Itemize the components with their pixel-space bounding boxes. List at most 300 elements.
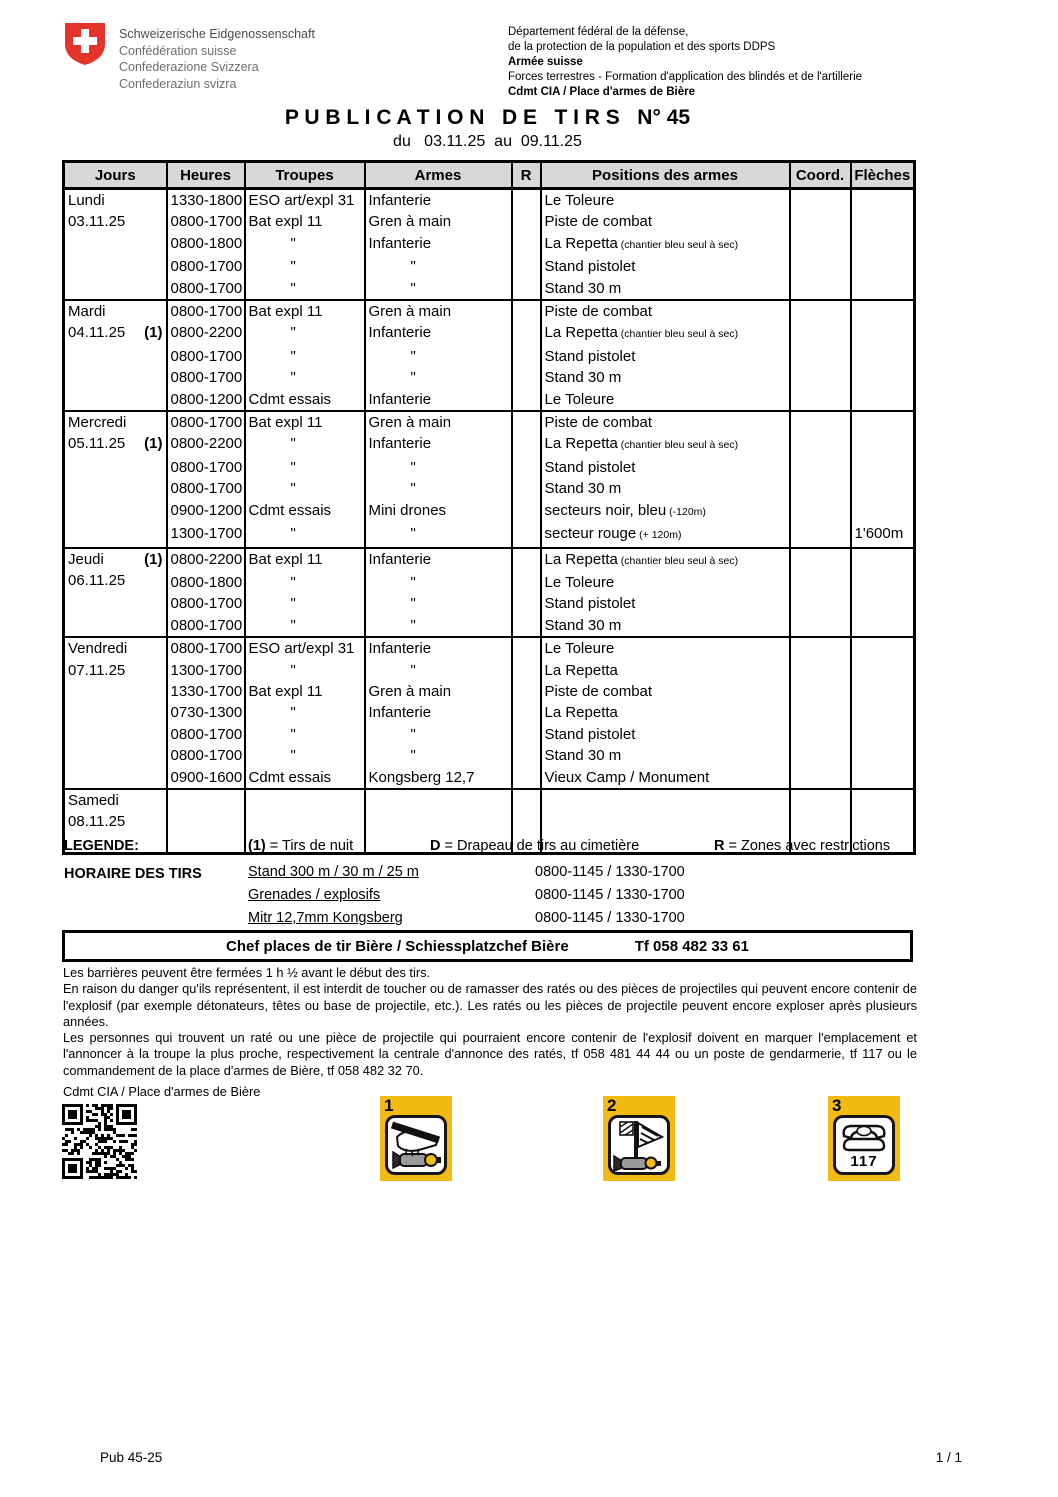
- coord-cell: [790, 211, 851, 232]
- troupes-cell: ": [245, 233, 365, 256]
- legend-key: D: [430, 838, 441, 854]
- fleches-cell: [851, 572, 915, 593]
- restriction-cell: [512, 346, 541, 367]
- armes-cell: Gren à main: [365, 411, 512, 433]
- note-danger: En raison du danger qu'ils représentent, il est interdit de toucher ou de ramasser des ratés ou des pièces de projectiles qui peuvent encore contenir de l'explosif (par exemple détonateurs, têtes ou base de projectile, etc.). Les ratés ou les pièces de projectile peuvent encore exploser après plusieurs années.: [63, 981, 917, 1029]
- troupes-cell: ": [245, 724, 365, 745]
- restriction-cell: [512, 660, 541, 681]
- coord-cell: [790, 478, 851, 499]
- armes-cell: ": [365, 745, 512, 766]
- position-cell: [541, 256, 790, 277]
- coord-cell: [790, 745, 851, 766]
- restriction-cell: [512, 767, 541, 789]
- fleches-cell: [851, 322, 915, 345]
- armes-cell: Infanterie: [365, 233, 512, 256]
- armes-cell: ": [365, 256, 512, 277]
- position-detail: (chantier bleu seul à sec): [617, 554, 739, 567]
- troupes-cell: ": [245, 278, 365, 300]
- fleches-cell: [851, 233, 915, 256]
- position-cell: [541, 278, 790, 300]
- table-header-row: [64, 162, 915, 189]
- horaire-time: 0800-1145 / 1330-1700: [535, 887, 685, 903]
- signature-line: Cdmt CIA / Place d'armes de Bière: [63, 1084, 261, 1100]
- position-detail: (+ 120m): [636, 529, 682, 542]
- footer-page-number: 1 / 1: [935, 1450, 962, 1465]
- position-cell: [541, 637, 790, 659]
- day-cell: [64, 411, 167, 547]
- position-main: Stand pistolet: [544, 595, 636, 613]
- horaire-label: HORAIRE DES TIRS: [64, 866, 202, 882]
- day-cell: [64, 548, 167, 638]
- position-main: Stand 30 m: [544, 616, 622, 634]
- table-row: [64, 702, 915, 723]
- heures-cell: 1330-1700: [167, 681, 245, 702]
- day-cell: [64, 189, 167, 301]
- position-main: Stand pistolet: [544, 347, 636, 365]
- dept-line-armee-suisse: Armée suisse: [508, 56, 583, 68]
- table-row: [64, 256, 915, 277]
- heures-cell: 0730-1300: [167, 702, 245, 723]
- heures-cell: 0800-2200: [167, 322, 245, 345]
- fleches-cell: [851, 367, 915, 388]
- fleches-cell: [851, 745, 915, 766]
- note-barriers: Les barrières peuvent être fermées 1 h ½ avant le début des tirs.: [63, 965, 431, 980]
- armes-cell: ": [365, 523, 512, 547]
- armes-cell: Infanterie: [365, 189, 512, 212]
- restriction-cell: [512, 300, 541, 322]
- col-header: Armes: [365, 162, 512, 189]
- troupes-cell: ": [245, 745, 365, 766]
- armes-cell: Mini drones: [365, 500, 512, 523]
- restriction-cell: [512, 572, 541, 593]
- fleches-cell: [851, 548, 915, 572]
- troupes-cell: ESO art/expl 31: [245, 637, 365, 659]
- restriction-cell: [512, 724, 541, 745]
- position-cell: [541, 322, 790, 345]
- position-detail: (chantier bleu seul à sec): [617, 238, 739, 251]
- horaire-row: [248, 887, 915, 910]
- heures-cell: 0800-1700: [167, 457, 245, 478]
- position-main: Stand pistolet: [544, 458, 636, 476]
- armes-cell: ": [365, 278, 512, 300]
- troupes-cell: ": [245, 346, 365, 367]
- restriction-cell: [512, 457, 541, 478]
- heures-cell: 0800-1700: [167, 256, 245, 277]
- pictogram-number: 3: [832, 1096, 842, 1115]
- coord-cell: [790, 256, 851, 277]
- legend-key: R: [714, 838, 725, 854]
- fleches-cell: [851, 637, 915, 659]
- coord-cell: [790, 346, 851, 367]
- restriction-cell: [512, 548, 541, 572]
- day-name: Samedi: [68, 791, 119, 809]
- armes-cell: Infanterie: [365, 702, 512, 723]
- firing-schedule-table: [62, 160, 916, 855]
- range-officer-phone: Tf 058 482 33 61: [634, 937, 749, 955]
- fleches-cell: [851, 346, 915, 367]
- emergency-number: 117: [850, 1152, 878, 1170]
- table-row: [64, 278, 915, 300]
- armes-cell: Kongsberg 12,7: [365, 767, 512, 789]
- heures-cell: 0900-1200: [167, 500, 245, 523]
- table-row: [64, 660, 915, 681]
- position-cell: [541, 433, 790, 456]
- fleches-cell: [851, 593, 915, 614]
- position-main: Stand 30 m: [544, 279, 622, 297]
- coord-cell: [790, 189, 851, 212]
- coord-cell: [790, 548, 851, 572]
- fleches-cell: [851, 300, 915, 322]
- dept-line-cdmt: Cdmt CIA / Place d'armes de Bière: [508, 86, 696, 98]
- heures-cell: 0800-1800: [167, 233, 245, 256]
- fleches-cell: [851, 478, 915, 499]
- horaire-time: 0800-1145 / 1330-1700: [535, 864, 685, 880]
- fleches-cell: [851, 457, 915, 478]
- tirs-table-body: [64, 189, 915, 854]
- restriction-cell: [512, 681, 541, 702]
- table-row: [64, 389, 915, 411]
- restriction-cell: [512, 523, 541, 547]
- day-name: Mercredi: [68, 414, 127, 432]
- legend: [64, 838, 915, 858]
- troupes-cell: ESO art/expl 31: [245, 189, 365, 212]
- position-main: La Repetta: [544, 550, 618, 568]
- position-cell: [541, 189, 790, 212]
- day-cell: [64, 637, 167, 789]
- position-cell: [541, 523, 790, 547]
- position-main: Piste de combat: [544, 682, 653, 700]
- heures-cell: 0800-1800: [167, 572, 245, 593]
- position-main: Vieux Camp / Monument: [544, 768, 710, 786]
- restriction-cell: [512, 367, 541, 388]
- footer-doc-ref: Pub 45-25: [100, 1450, 163, 1465]
- coord-cell: [790, 389, 851, 411]
- day-name: Vendredi: [68, 640, 128, 658]
- troupes-cell: Bat expl 11: [245, 411, 365, 433]
- restriction-cell: [512, 389, 541, 411]
- troupes-cell: Cdmt essais: [245, 500, 365, 523]
- coord-cell: [790, 724, 851, 745]
- restriction-cell: [512, 500, 541, 523]
- position-cell: [541, 615, 790, 637]
- qr-code: [62, 1104, 137, 1179]
- position-main: Piste de combat: [544, 414, 653, 432]
- position-main: Stand pistolet: [544, 258, 636, 276]
- table-row: [64, 548, 915, 572]
- icons-row: [62, 1096, 913, 1188]
- troupes-cell: Bat expl 11: [245, 300, 365, 322]
- coord-cell: [790, 572, 851, 593]
- armes-cell: Gren à main: [365, 681, 512, 702]
- coord-cell: [790, 411, 851, 433]
- armes-cell: ": [365, 615, 512, 637]
- horaire-row: [248, 864, 915, 887]
- night-fire-marker: (1): [144, 550, 163, 568]
- legend-text: = Zones avec restrictions: [724, 838, 891, 854]
- flag-marker-icon: [608, 1115, 670, 1175]
- wordmark-line: Confederazione Svizzera: [119, 60, 259, 74]
- restriction-cell: [512, 256, 541, 277]
- table-row: [64, 300, 915, 322]
- armes-cell: Infanterie: [365, 637, 512, 659]
- fleches-cell: [851, 615, 915, 637]
- armes-cell: Infanterie: [365, 389, 512, 411]
- armes-cell: Infanterie: [365, 433, 512, 456]
- legend-item-flag: [430, 838, 639, 854]
- coord-cell: [790, 681, 851, 702]
- telephone-icon: [833, 1115, 895, 1175]
- troupes-cell: ": [245, 615, 365, 637]
- fleches-cell: [851, 389, 915, 411]
- coord-cell: [790, 300, 851, 322]
- armes-cell: ": [365, 346, 512, 367]
- horaire-des-tirs: [64, 864, 915, 933]
- position-main: Le Toleure: [544, 640, 615, 658]
- horaire-item: Mitr 12,7mm Kongsberg: [248, 910, 403, 926]
- coord-cell: [790, 660, 851, 681]
- table-row: [64, 615, 915, 637]
- restriction-cell: [512, 211, 541, 232]
- troupes-cell: ": [245, 457, 365, 478]
- range-officer-title: Chef places de tir Bière / Schiessplatzchef Bière: [226, 937, 569, 955]
- troupes-cell: ": [245, 593, 365, 614]
- armes-cell: ": [365, 593, 512, 614]
- col-header: Troupes: [245, 162, 365, 189]
- restriction-cell: [512, 433, 541, 456]
- position-cell: [541, 500, 790, 523]
- restriction-cell: [512, 702, 541, 723]
- col-header: Positions des armes: [541, 162, 790, 189]
- troupes-cell: ": [245, 478, 365, 499]
- fleches-cell: [851, 278, 915, 300]
- coord-cell: [790, 367, 851, 388]
- restriction-cell: [512, 322, 541, 345]
- legend-item-night: [248, 838, 353, 854]
- heures-cell: 0800-1700: [167, 278, 245, 300]
- fleches-cell: [851, 500, 915, 523]
- pictogram-number: 2: [607, 1096, 617, 1115]
- horaire-item: Grenades / explosifs: [248, 887, 381, 903]
- heures-cell: 1300-1700: [167, 660, 245, 681]
- heures-cell: 0800-1700: [167, 367, 245, 388]
- restriction-cell: [512, 189, 541, 212]
- armes-cell: Gren à main: [365, 211, 512, 232]
- table-row: [64, 411, 915, 433]
- position-cell: [541, 767, 790, 789]
- restriction-cell: [512, 278, 541, 300]
- pictogram-number: 1: [384, 1096, 394, 1115]
- position-cell: [541, 211, 790, 232]
- legend-item-restrictions: [714, 838, 890, 854]
- armes-cell: ": [365, 367, 512, 388]
- table-row: [64, 745, 915, 766]
- confederation-wordmark: [119, 22, 315, 92]
- troupes-cell: ": [245, 322, 365, 345]
- position-cell: [541, 548, 790, 572]
- position-cell: [541, 724, 790, 745]
- table-row: [64, 478, 915, 499]
- heures-cell: 0800-1700: [167, 478, 245, 499]
- troupes-cell: Bat expl 11: [245, 681, 365, 702]
- position-main: La Repetta: [544, 324, 618, 342]
- troupes-cell: ": [245, 660, 365, 681]
- restriction-cell: [512, 593, 541, 614]
- fleches-cell: [851, 681, 915, 702]
- coord-cell: [790, 233, 851, 256]
- armes-cell: ": [365, 457, 512, 478]
- armes-cell: Infanterie: [365, 322, 512, 345]
- col-header: R: [512, 162, 541, 189]
- day-date: 06.11.25: [68, 571, 126, 589]
- table-row: [64, 322, 915, 345]
- day-name: Jeudi: [68, 550, 104, 568]
- fleches-cell: [851, 660, 915, 681]
- position-main: Piste de combat: [544, 213, 653, 231]
- day-date: 08.11.25: [68, 813, 126, 831]
- department-block: [508, 25, 862, 100]
- day-date: 04.11.25: [68, 324, 126, 342]
- troupes-cell: ": [245, 523, 365, 547]
- col-header: Jours: [64, 162, 167, 189]
- position-cell: [541, 681, 790, 702]
- heures-cell: 0800-1700: [167, 411, 245, 433]
- page-title: P U B L I C A T I O N D E T I R S N° 45: [284, 106, 691, 129]
- heures-cell: 0800-1200: [167, 389, 245, 411]
- day-cell: [64, 300, 167, 411]
- troupes-cell: ": [245, 433, 365, 456]
- position-detail: (chantier bleu seul à sec): [617, 439, 739, 452]
- safety-notes: [63, 965, 917, 1100]
- range-officer-box: [62, 930, 913, 962]
- position-main: La Repetta: [544, 435, 618, 453]
- position-cell: [541, 367, 790, 388]
- fleches-cell: [851, 702, 915, 723]
- position-main: Le Toleure: [544, 192, 615, 209]
- col-header: Flèches: [851, 162, 915, 189]
- position-main: Stand 30 m: [544, 480, 622, 498]
- coord-cell: [790, 637, 851, 659]
- do-not-touch-icon: [385, 1115, 447, 1175]
- restriction-cell: [512, 745, 541, 766]
- coord-cell: [790, 593, 851, 614]
- position-main: La Repetta: [544, 661, 618, 679]
- day-date: 07.11.25: [68, 661, 126, 679]
- restriction-cell: [512, 478, 541, 499]
- position-detail: (-120m): [666, 505, 706, 518]
- restriction-cell: [512, 637, 541, 659]
- table-row: [64, 767, 915, 789]
- position-cell: [541, 411, 790, 433]
- dept-line: Forces terrestres - Formation d'application des blindés et de l'artillerie: [508, 71, 863, 83]
- troupes-cell: Cdmt essais: [245, 389, 365, 411]
- horaire-time: 0800-1145 / 1330-1700: [535, 910, 685, 926]
- position-cell: [541, 702, 790, 723]
- table-row: [64, 211, 915, 232]
- heures-cell: 0800-1700: [167, 300, 245, 322]
- fleches-cell: [851, 256, 915, 277]
- position-cell: [541, 300, 790, 322]
- troupes-cell: ": [245, 367, 365, 388]
- coord-cell: [790, 433, 851, 456]
- table-row: [64, 189, 915, 212]
- fleches-cell: [851, 189, 915, 212]
- position-main: La Repetta: [544, 704, 618, 722]
- pictogram-do-not-touch: [380, 1096, 452, 1181]
- position-main: Le Toleure: [544, 390, 615, 408]
- coord-cell: [790, 702, 851, 723]
- table-row: [64, 572, 915, 593]
- date-range: du 03.11.25 au 09.11.25: [393, 133, 582, 150]
- table-row: [64, 593, 915, 614]
- position-cell: [541, 457, 790, 478]
- heures-cell: 0800-1700: [167, 745, 245, 766]
- heures-cell: 0800-1700: [167, 615, 245, 637]
- day-name: Mardi: [68, 303, 106, 321]
- night-fire-marker: (1): [144, 435, 163, 453]
- heures-cell: 0800-1700: [167, 346, 245, 367]
- dept-line: de la protection de la population et des sports DDPS: [508, 41, 776, 53]
- troupes-cell: ": [245, 702, 365, 723]
- position-main: secteur rouge: [544, 525, 637, 543]
- heures-cell: 0800-1700: [167, 211, 245, 232]
- legend-label: LEGENDE:: [64, 838, 139, 854]
- armes-cell: Gren à main: [365, 300, 512, 322]
- heures-cell: 0800-1700: [167, 637, 245, 659]
- note-report: Les personnes qui trouvent un raté ou une pièce de projectile qui pourraient encore contenir de l'explosif doivent en marquer l'emplacement et l'annoncer à la troupe la plus proche, respectivement la centrale d'annonce des ratés, tf 058 481 44 44 ou un poste de gendarmerie, tf 117 ou le commandement de la place d'armes de Bière, tf 058 482 32 70.: [63, 1030, 917, 1078]
- legend-text: = Drapeau de tirs au cimetière: [440, 838, 640, 854]
- coord-cell: [790, 523, 851, 547]
- position-cell: [541, 593, 790, 614]
- swiss-shield-icon: [64, 22, 106, 92]
- swiss-federal-logo: [64, 22, 315, 92]
- fleches-cell: [851, 767, 915, 789]
- heures-cell: 0800-2200: [167, 548, 245, 572]
- heures-cell: 0800-2200: [167, 433, 245, 456]
- restriction-cell: [512, 233, 541, 256]
- position-main: Stand 30 m: [544, 747, 622, 765]
- armes-cell: ": [365, 478, 512, 499]
- wordmark-line: Confederaziun svizra: [119, 76, 237, 91]
- day-date: 03.11.25: [68, 213, 126, 231]
- table-row: [64, 724, 915, 745]
- restriction-cell: [512, 615, 541, 637]
- position-cell: [541, 745, 790, 766]
- position-cell: [541, 660, 790, 681]
- fleches-cell: 1'600m: [851, 523, 915, 547]
- armes-cell: ": [365, 724, 512, 745]
- troupes-cell: Bat expl 11: [245, 211, 365, 232]
- horaire-item: Stand 300 m / 30 m / 25 m: [248, 864, 419, 880]
- position-cell: [541, 389, 790, 411]
- table-row: [64, 346, 915, 367]
- day-date: 05.11.25: [68, 435, 126, 453]
- table-row: [64, 681, 915, 702]
- heures-cell: 0800-1700: [167, 724, 245, 745]
- table-row: [64, 500, 915, 523]
- table-row: [64, 523, 915, 547]
- armes-cell: Infanterie: [365, 548, 512, 572]
- night-fire-marker: (1): [144, 324, 163, 342]
- position-main: Stand pistolet: [544, 725, 636, 743]
- coord-cell: [790, 615, 851, 637]
- fleches-cell: [851, 211, 915, 232]
- position-main: Stand 30 m: [544, 369, 622, 387]
- table-row: [64, 433, 915, 456]
- wordmark-line: Schweizerische Eidgenossenschaft: [119, 27, 315, 41]
- armes-cell: ": [365, 660, 512, 681]
- position-main: secteurs noir, bleu: [544, 501, 667, 519]
- coord-cell: [790, 278, 851, 300]
